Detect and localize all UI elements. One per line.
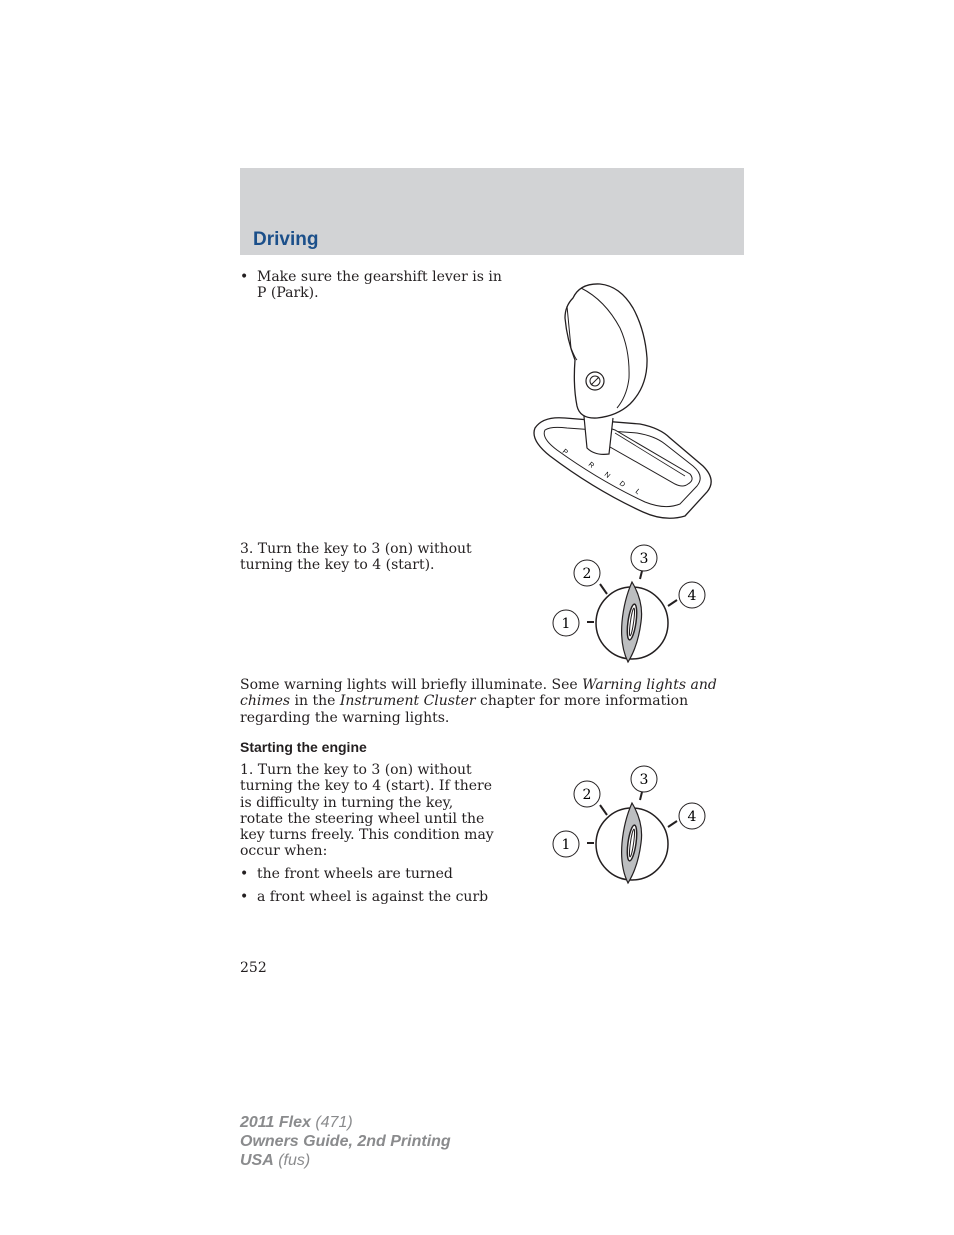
key-position-3: 3 <box>639 772 649 788</box>
bullet-dot: • <box>240 269 249 285</box>
footer-market: USA <box>240 1152 274 1169</box>
footer-guide: Owners Guide, 2nd Printing <box>240 1133 451 1150</box>
bullet-dot: • <box>240 866 249 882</box>
warning-text-4: regarding the warning lights. <box>240 709 450 726</box>
key-position-2: 2 <box>582 566 592 582</box>
warning-text-2: in the <box>290 693 340 710</box>
warning-lights-paragraph <box>240 677 717 726</box>
footer-model: 2011 Flex <box>240 1114 311 1131</box>
starting-line-3: is difficulty in turning the key, <box>240 794 454 811</box>
warning-link-1: Warning lights and <box>582 677 717 693</box>
warning-text-1: Some warning lights will briefly illuminate. See <box>240 677 583 693</box>
key-position-4: 4 <box>687 588 697 604</box>
starting-line-4: rotate the steering wheel until the <box>240 810 485 827</box>
starting-line-1: 1. Turn the key to 3 (on) without <box>240 762 472 778</box>
gear-letter-n: N <box>602 471 612 480</box>
footer-market-code: (fus) <box>273 1152 311 1169</box>
starting-line-6: occur when: <box>240 843 328 860</box>
bullet-dot: • <box>240 889 249 905</box>
key-position-1: 1 <box>561 837 571 853</box>
turn-key-line2: turning the key to 4 (start). <box>240 557 435 574</box>
turn-key-line1: 3. Turn the key to 3 (on) without <box>240 541 472 557</box>
footer-model-code: (471) <box>310 1114 353 1131</box>
ignition-diagram-2 <box>548 763 713 888</box>
ignition-diagram-1 <box>548 542 713 667</box>
warning-text-3: chapter for more information <box>475 693 689 710</box>
section-header <box>240 168 744 255</box>
key-position-1: 1 <box>561 616 571 632</box>
turn-key-paragraph <box>240 541 472 574</box>
starting-line-2: turning the key to 4 (start). If there <box>240 778 492 795</box>
gearshift-illustration <box>525 278 720 524</box>
gear-letter-l: L <box>633 488 642 497</box>
key-position-3: 3 <box>639 551 649 567</box>
gear-letter-d: D <box>617 480 627 489</box>
gear-letter-r: R <box>586 461 596 470</box>
key-position-2: 2 <box>582 787 592 803</box>
starting-line-5: key turns freely. This condition may <box>240 827 494 844</box>
key-position-4: 4 <box>687 809 697 825</box>
bullet-text: a front wheel is against the curb <box>257 889 489 905</box>
document-footer <box>240 1113 451 1170</box>
bullet-text-line1: Make sure the gearshift lever is in <box>257 269 502 285</box>
bullet-text-line2: P (Park). <box>257 285 319 302</box>
starting-engine-paragraph <box>240 762 494 860</box>
warning-link-3: Instrument Cluster <box>339 693 476 710</box>
starting-engine-heading: Starting the engine <box>240 739 367 755</box>
page-number: 252 <box>240 960 267 976</box>
section-title: Driving <box>253 229 319 250</box>
warning-link-2: chimes <box>240 693 291 710</box>
gear-letter-p: P <box>560 448 569 457</box>
bullet-text: the front wheels are turned <box>257 866 453 882</box>
